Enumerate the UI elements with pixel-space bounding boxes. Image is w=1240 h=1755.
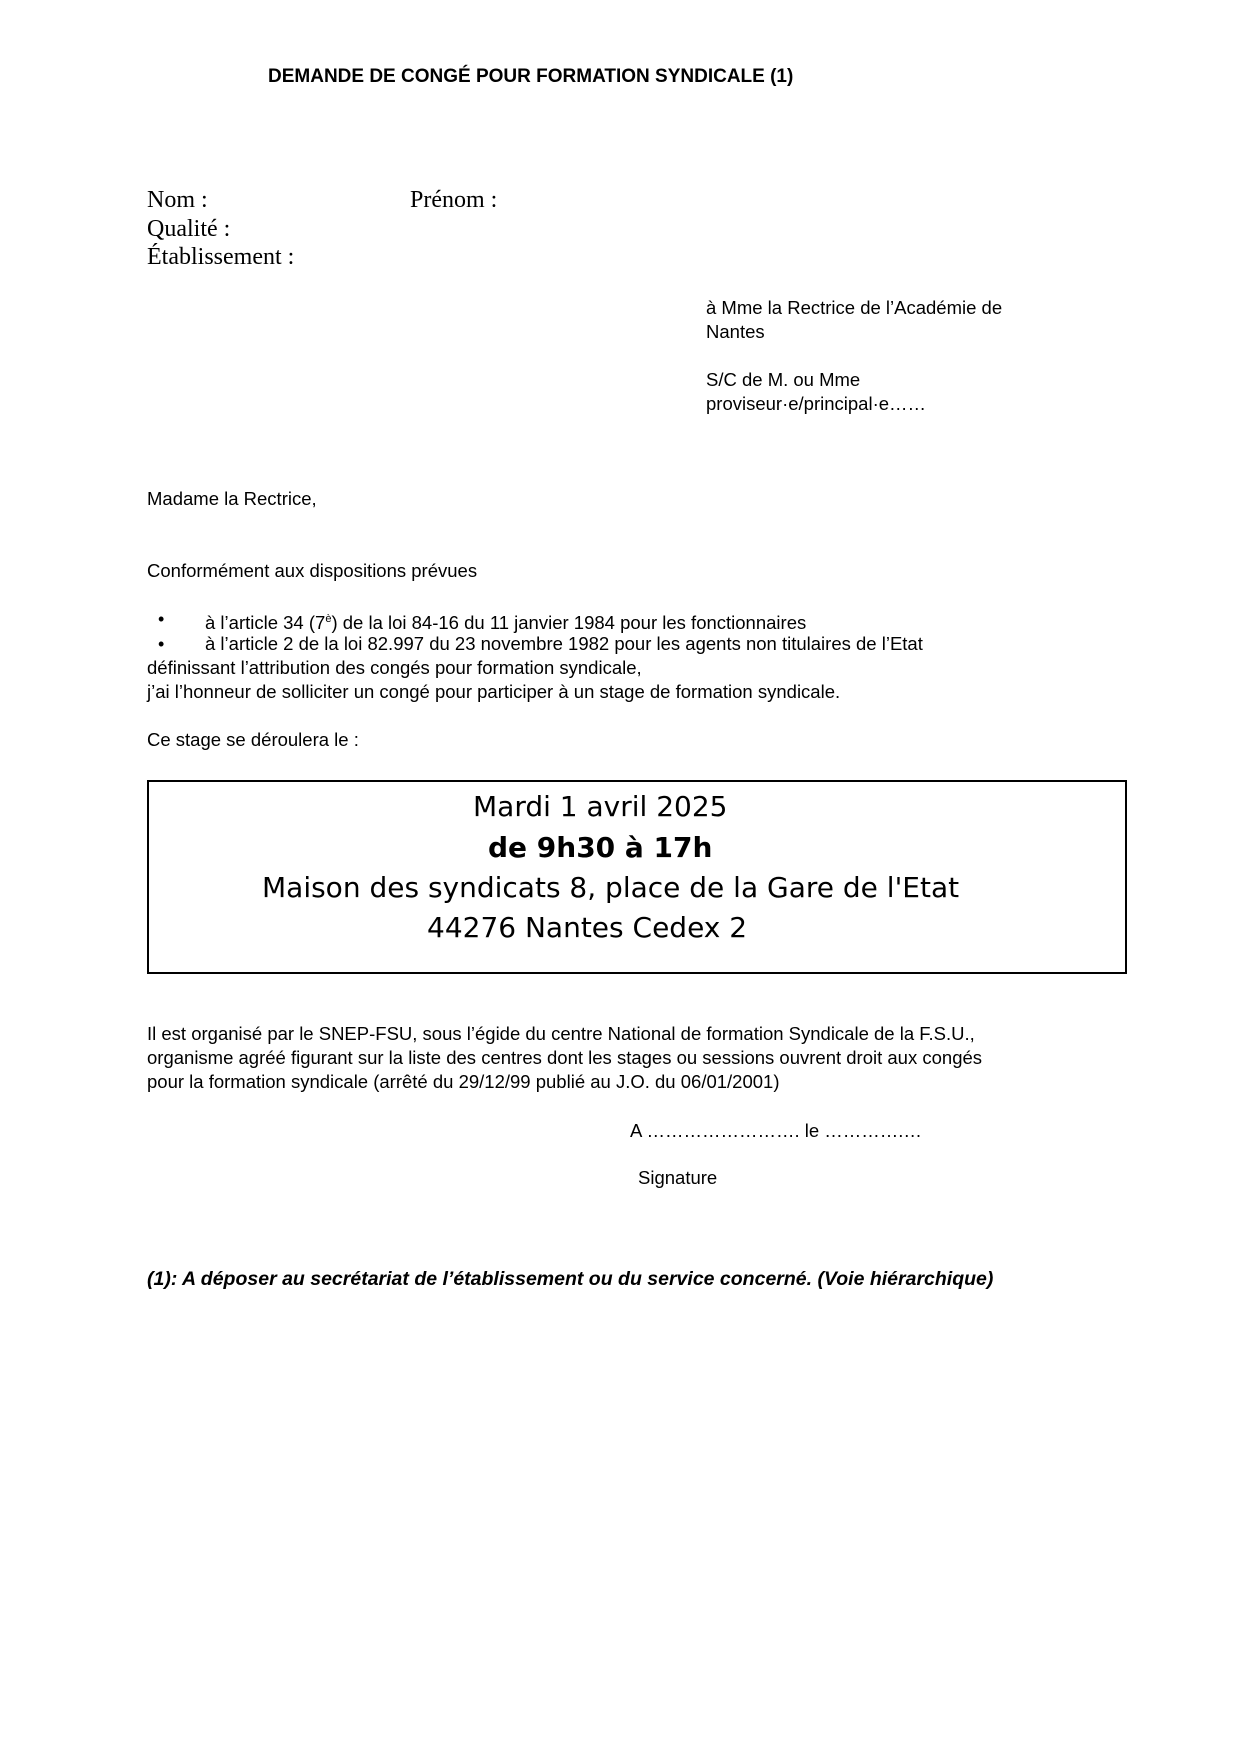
definition-line: définissant l’attribution des congés pour formation syndicale,: [147, 657, 642, 678]
nom-label: Nom :: [147, 187, 208, 213]
organizer-line-3: pour la formation syndicale (arrêté du 29/12/99 publié au J.O. du 06/01/2001): [147, 1071, 780, 1092]
event-hours: de 9h30 à 17h: [488, 831, 713, 864]
bullet-item-1: à l’article 34 $(7^è)$ de la loi 84-16 du 11 janvier 1984 pour les fonctionnaires: [205, 612, 807, 634]
recipient-line-2: Nantes: [706, 321, 765, 342]
stage-intro: Ce stage se déroulera le :: [147, 729, 359, 750]
footnote: (1): A déposer au secrétariat de l’établissement ou du service concerné. (Voie hiérarchique): [147, 1268, 994, 1290]
event-address-line-1: Maison des syndicats 8, place de la Gare de l'Etat: [262, 871, 960, 904]
event-box: [147, 780, 1127, 974]
request-line: j’ai l’honneur de solliciter un congé pour participer à un stage de formation syndicale.: [147, 681, 841, 702]
organizer-line-1: Il est organisé par le SNEP-FSU, sous l’égide du centre National de formation Syndicale de la F.S.U.,: [147, 1023, 975, 1044]
salutation: Madame la Rectrice,: [147, 488, 317, 509]
sc-line-1: S/C de M. ou Mme: [706, 369, 861, 390]
event-date: Mardi 1 avril 2025: [473, 790, 728, 823]
qualite-label: Qualité :: [147, 216, 231, 242]
etablissement-label: Établissement :: [147, 244, 295, 270]
intro-text: Conformément aux dispositions prévues: [147, 560, 478, 581]
sc-line-2: proviseur·e/principal·e……: [706, 393, 927, 414]
document-title: DEMANDE DE CONGÉ POUR FORMATION SYNDICALE (1): [268, 66, 794, 87]
bullet-item-2: à l’article 2 de la loi 82.997 du 23 novembre 1982 pour les agents non titulaires de l’Etat: [205, 633, 923, 654]
place-date-line: A ……………………. le ………….…: [630, 1120, 922, 1141]
event-address-line-2: 44276 Nantes Cedex 2: [427, 911, 748, 944]
prenom-label: Prénom :: [410, 187, 498, 213]
bullet-icon: •: [158, 609, 165, 629]
recipient-line-1: à Mme la Rectrice de l’Académie de: [706, 297, 1003, 318]
bullet-icon: •: [158, 634, 165, 654]
organizer-line-2: organisme agréé figurant sur la liste des centres dont les stages ou sessions ouvrent droit aux congés: [147, 1047, 983, 1068]
signature-label: Signature: [638, 1167, 718, 1188]
